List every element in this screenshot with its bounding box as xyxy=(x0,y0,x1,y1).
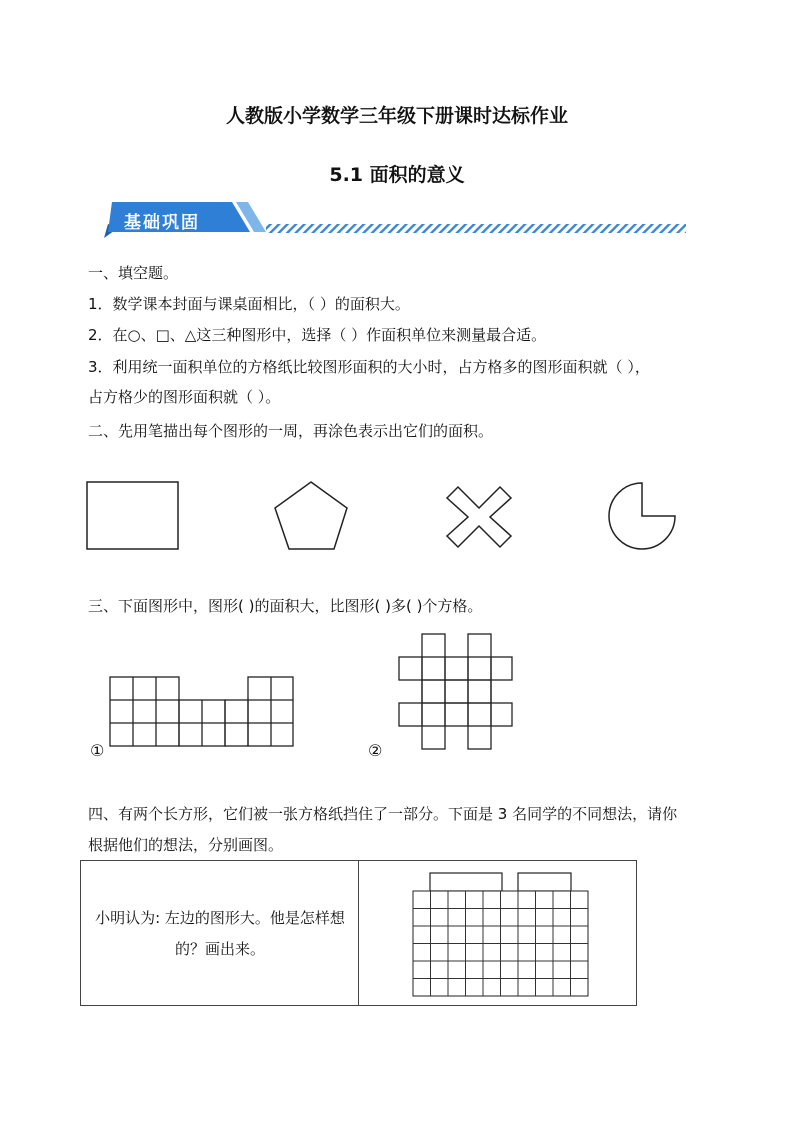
page-title: 人教版小学数学三年级下册课时达标作业 xyxy=(225,105,568,127)
grid-figure-1 xyxy=(108,675,296,747)
rectangle-icon xyxy=(86,481,180,551)
question-2: 2．在○、□、△这三种图形中，选择（ ）作面积单位来测量最合适。 xyxy=(88,326,547,344)
lesson-subtitle: 5.1 面积的意义 xyxy=(329,164,465,186)
question-3-line2: 占方格少的图形面积就（ ）。 xyxy=(88,388,281,406)
section2-heading: 二、先用笔描出每个图形的一周，再涂色表示出它们的面积。 xyxy=(88,422,494,440)
question-3-line1: 3．利用统一面积单位的方格纸比较图形面积的大小时，占方格多的图形面积就（ ）， xyxy=(88,358,650,376)
xiaoming-statement-line1: 小明认为: 左边的图形大。他是怎样想 xyxy=(95,909,345,927)
section4-line2: 根据他们的想法，分别画图。 xyxy=(88,836,284,854)
question-1: 1．数学课本封面与课桌面相比，（ ）的面积大。 xyxy=(88,295,410,313)
xiaoming-statement-line2: 的？画出来。 xyxy=(174,940,265,958)
section-banner xyxy=(0,196,794,256)
grid-figure-2 xyxy=(397,632,515,750)
table-divider xyxy=(358,860,359,1006)
section4-line1: 四、有两个长方形，它们被一张方格纸挡住了一部分。下面是 3 名同学的不同想法，请你 xyxy=(88,805,678,823)
cross-icon xyxy=(444,484,514,550)
section3-heading: 三、下面图形中，图形( )的面积大，比图形( )多( )个方格。 xyxy=(88,597,483,615)
covered-rectangles-grid xyxy=(410,870,592,1000)
pentagon-icon xyxy=(272,478,352,554)
figure-2-label: ② xyxy=(368,741,383,760)
section1-heading: 一、填空题。 xyxy=(88,264,179,282)
figure-1-label: ① xyxy=(90,741,105,760)
three-quarter-circle-icon xyxy=(606,480,682,556)
banner-label: 基础巩固 xyxy=(124,213,200,233)
